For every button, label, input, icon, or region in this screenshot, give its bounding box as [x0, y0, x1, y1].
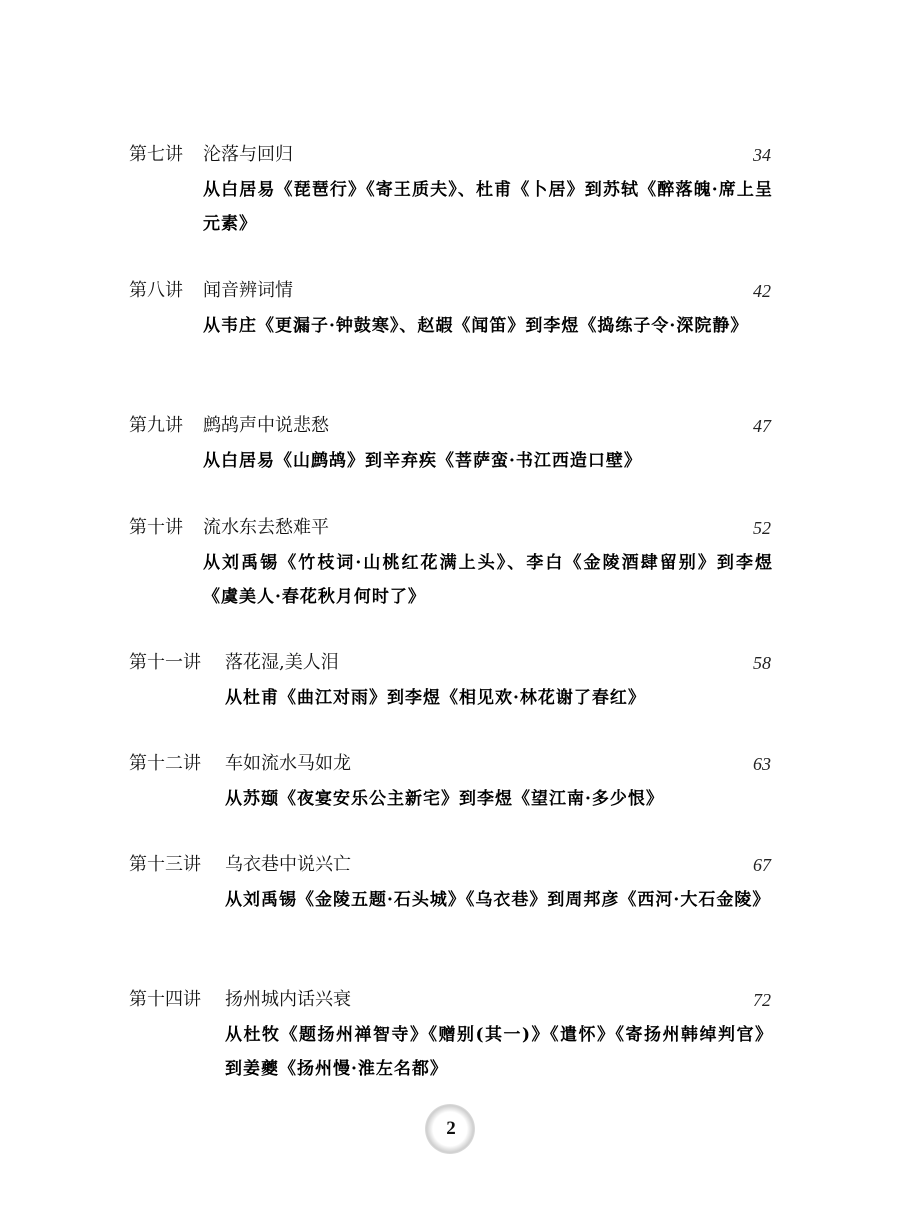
- lecture-title: 车如流水马如龙: [225, 753, 351, 774]
- lecture-number: 第十二讲: [129, 753, 201, 774]
- lecture-subtitle: 从杜牧《题扬州禅智寺》《赠别(其一)》《遣怀》《寄扬州韩绰判官》到姜夔《扬州慢·淮左名都》: [225, 1025, 773, 1079]
- lecture-subtitle: 从刘禹锡《金陵五题·石头城》《乌衣巷》到周邦彦《西河·大石金陵》: [225, 890, 771, 910]
- folio: [421, 1098, 481, 1160]
- lecture-title: 落花湿,美人泪: [225, 652, 339, 673]
- lecture-number: 第八讲: [129, 280, 183, 301]
- lecture-subtitle: 从刘禹锡《竹枝词·山桃红花满上头》、李白《金陵酒肆留别》到李煜《虞美人·春花秋月何时了》: [203, 553, 773, 607]
- lecture-number: 第十一讲: [129, 652, 201, 673]
- folio-number: 2: [446, 1118, 456, 1139]
- lecture-subtitle: 从白居易《琵琶行》《寄王质夫》、杜甫《卜居》到苏轼《醉落魄·席上呈元素》: [203, 180, 773, 234]
- lecture-title: 沦落与回归: [203, 144, 293, 165]
- page-number: 72: [753, 990, 771, 1010]
- lecture-subtitle: 从苏颋《夜宴安乐公主新宅》到李煜《望江南·多少恨》: [225, 789, 664, 809]
- lecture-title: 鹧鸪声中说悲愁: [203, 415, 329, 436]
- lecture-subtitle: 从韦庄《更漏子·钟鼓寒》、赵嘏《闻笛》到李煜《捣练子令·深院静》: [203, 316, 749, 336]
- lecture-subtitle: 从杜甫《曲江对雨》到李煜《相见欢·林花谢了春红》: [225, 688, 646, 708]
- page-number: 42: [753, 281, 771, 301]
- lecture-title: 乌衣巷中说兴亡: [225, 854, 351, 875]
- page-number: 67: [753, 855, 771, 875]
- page-number: 63: [753, 754, 771, 774]
- page-number: 34: [753, 145, 771, 165]
- lecture-subtitle: 从白居易《山鹧鸪》到辛弃疾《菩萨蛮·书江西造口壁》: [203, 451, 642, 471]
- lecture-number: 第九讲: [129, 415, 183, 436]
- lecture-title: 闻音辨词情: [203, 280, 293, 301]
- page-number: 52: [753, 518, 771, 538]
- lecture-number: 第十三讲: [129, 854, 201, 875]
- lecture-number: 第十讲: [129, 517, 183, 538]
- lecture-number: 第七讲: [129, 144, 183, 165]
- lecture-title: 扬州城内话兴衰: [225, 989, 351, 1010]
- lecture-number: 第十四讲: [129, 989, 201, 1010]
- page-number: 47: [753, 416, 771, 436]
- page-number: 58: [753, 653, 771, 673]
- lecture-title: 流水东去愁难平: [203, 517, 329, 538]
